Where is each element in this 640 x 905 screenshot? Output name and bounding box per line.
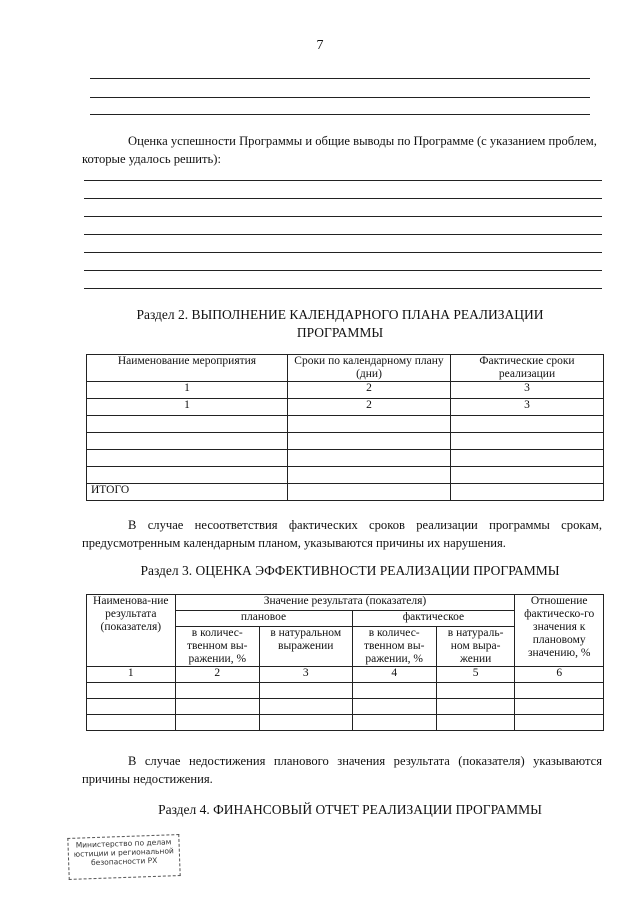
header-planned-terms: Сроки по календарному плану (дни) [288,355,451,382]
table-row [87,433,604,450]
section3-title: Раздел 3. ОЦЕНКА ЭФФЕКТИВНОСТИ РЕАЛИЗАЦИИ ПРОГРАММЫ [140,563,560,578]
column-number: 2 [175,667,259,683]
column-number: 5 [436,667,515,683]
header-actual: фактическое [352,611,515,627]
table-row [87,450,604,467]
assessment-text: Оценка успешности Программы и общие выводы по Программе (с указанием проблем, которые удалось решить): [82,134,597,166]
column-number: 1 [87,667,176,683]
header-planned-pct: в количес-твенном вы-ражении, % [175,627,259,667]
table-row [87,683,604,699]
total-label: ИТОГО [87,484,288,501]
fill-line [90,78,590,79]
section3-note: В случае недостижения планового значения результата (показателя) указываются причины недостижения. [82,754,602,786]
fill-line [84,198,602,199]
section2-title: Раздел 2. ВЫПОЛНЕНИЕ КАЛЕНДАРНОГО ПЛАНА РЕАЛИЗАЦИИ ПРОГРАММЫ [136,307,544,340]
table-cell: 1 [87,382,288,399]
table-row [87,399,604,416]
fill-line [84,270,602,271]
table-cell: 3 [451,399,604,416]
table-cell: 3 [451,382,604,399]
header-planned: плановое [175,611,352,627]
calendar-plan-table [86,354,604,501]
total-row [87,484,604,501]
table-row [87,382,604,399]
fill-line [84,234,602,235]
section4-title: Раздел 4. ФИНАНСОВЫЙ ОТЧЕТ РЕАЛИЗАЦИИ ПРОГРАММЫ [158,802,542,817]
header-actual-pct: в количес-твенном вы-ражении, % [352,627,436,667]
section2-note: В случае несоответствия фактических сроков реализации программы срокам, предусмотренным календарным планом, указываются причины их нарушения. [82,518,602,550]
table-row [87,667,604,683]
header-planned-natural: в натуральном выражении [259,627,352,667]
table-row [87,715,604,731]
fill-line [90,97,590,98]
header-ratio: Отношение фактическо-го значения к плановому значению, % [515,595,604,667]
column-number: 4 [352,667,436,683]
efficiency-table [86,594,604,731]
fill-line [90,114,590,115]
table-cell: 2 [288,399,451,416]
header-event-name: Наименование мероприятия [87,355,288,382]
header-value-group: Значение результата (показателя) [175,595,515,611]
fill-line [84,252,602,253]
fill-line [84,180,602,181]
table-row [87,467,604,484]
table-cell: 1 [87,399,288,416]
header-actual-terms: Фактические сроки реализации [451,355,604,382]
column-number: 6 [515,667,604,683]
ministry-stamp: Министерство по делам юстиции и региональной безопасности РХ [67,834,180,880]
table-row [87,416,604,433]
table-cell: 2 [288,382,451,399]
fill-line [84,288,602,289]
header-result-name: Наименова-ние результата (показателя) [87,595,176,667]
header-actual-natural: в натураль-ном выра-жении [436,627,515,667]
table-row [87,699,604,715]
fill-line [84,216,602,217]
page-number: 7 [316,38,324,53]
column-number: 3 [259,667,352,683]
